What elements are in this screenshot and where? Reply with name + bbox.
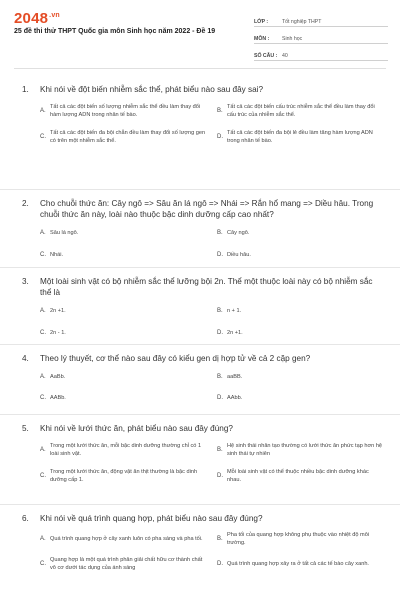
option-b[interactable] [217,307,384,315]
question-item [0,345,400,415]
question-item [0,268,400,345]
option-text: n + 1. [227,308,242,314]
question-number: 2. [22,199,29,208]
question-item [0,190,400,268]
option-letter: D. [217,134,223,140]
question-number: 1. [22,85,29,94]
document-title: 25 đề thi thử THPT Quốc gia môn Sinh học năm 2022 - Đề 19 [14,28,216,35]
option-c[interactable] [40,468,207,484]
option-text: AABb. [50,395,66,401]
options [22,531,384,572]
option-text: Quá trình quang hợp ở cây xanh luôn có pha sáng và pha tối. [50,536,203,542]
option-letter: A. [40,108,46,114]
question-number: 3. [22,277,29,286]
option-letter: B. [217,308,223,314]
option-text: Trong một lưới thức ăn, mỗi bậc dinh dưỡng thường chỉ có 1 loài sinh vật. [50,443,202,457]
option-letter: A. [40,447,46,453]
options [22,373,384,402]
options [22,229,384,259]
option-a[interactable] [40,442,207,458]
option-letter: C. [40,330,46,336]
option-text: 2n +1. [227,330,243,336]
option-text: Hệ sinh thái nhân tạo thường có lưới thức ăn phức tạp hơn hệ sinh thái tự nhiên [227,443,383,457]
option-b[interactable] [217,373,384,381]
option-text: Quang hợp là một quá trình phân giải chất hữu cơ thành chất vô cơ dưới tác dụng của ánh sáng [50,557,203,571]
option-a[interactable] [40,531,207,547]
option-text: Sâu lá ngô. [50,230,79,236]
meta-value: Tốt nghiệp THPT [282,19,322,25]
options [22,103,384,145]
question-text: Khi nói về đột biến nhiễm sắc thể, phát biểu nào sau đây sai? [40,85,264,94]
question-item [0,415,400,505]
divider [14,68,386,69]
meta-label: SỐ CÂU : [254,53,278,59]
meta-info [254,14,388,65]
option-text: Tất cả các đột biến cấu trúc nhiễm sắc thể đều làm thay đổi cấu trúc của nhiễm sắc thể. [227,104,375,118]
question-header [22,84,384,95]
option-letter: B. [217,374,223,380]
question-number: 6. [22,514,29,523]
option-text: Nhái. [50,252,64,258]
option-letter: C. [40,561,46,567]
question-item [0,78,400,190]
option-b[interactable] [217,531,384,547]
question-list [0,78,400,600]
option-text: Pha tối của quang hợp không phụ thuộc vào nhiệt độ môi trường. [227,532,370,546]
question-header [22,353,384,364]
question-number: 5. [22,424,29,433]
option-d[interactable] [217,468,384,484]
meta-value: Sinh học [282,36,303,42]
option-letter: C. [40,252,46,258]
meta-value: 40 [282,53,288,59]
option-text: Cây ngô. [227,230,250,236]
option-c[interactable] [40,329,207,337]
option-text: 2n - 1. [50,330,66,336]
options [22,307,384,337]
option-text: aaBB. [227,374,243,380]
option-text: Mỗi loài sinh vật có thể thuộc nhiều bậc dinh dưỡng khác nhau. [227,469,369,483]
header [0,0,400,62]
option-c[interactable] [40,129,207,145]
option-d[interactable] [217,329,384,337]
question-item [0,505,400,600]
option-letter: A. [40,308,46,314]
option-a[interactable] [40,103,207,119]
option-letter: C. [40,473,46,479]
meta-row-question-count [254,48,388,61]
option-letter: D. [217,330,223,336]
question-text: Một loài sinh vật có bộ nhiễm sắc thể lưỡng bội 2n. Thể một thuộc loài này có bộ nhiễm sắc thể là [40,277,373,297]
option-letter: D. [217,473,223,479]
meta-row-subject [254,31,388,44]
option-d[interactable] [217,251,384,259]
question-text: Theo lý thuyết, cơ thể nào sau đây có kiểu gen dị hợp tử về cả 2 cặp gen? [40,354,311,363]
option-text: Trong một lưới thức ăn, động vật ăn thịt thường là bậc dinh dưỡng cấp 1. [50,469,198,483]
question-text: Khi nói về lưới thức ăn, phát biểu nào sau đây đúng? [40,424,233,433]
option-a[interactable] [40,307,207,315]
question-header [22,513,384,524]
question-text: Cho chuỗi thức ăn: Cây ngô => Sâu ăn lá ngô => Nhái => Rắn hổ mang => Diều hâu. Trong chuỗi thức ăn này, loài nào thuộc bậc dinh dưỡng cấp cao nhất? [40,199,374,219]
question-number: 4. [22,354,29,363]
option-letter: D. [217,252,223,258]
option-letter: A. [40,536,46,542]
option-text: AaBb. [50,374,66,380]
option-text: Tất cả các đột biến đa bội lẻ đều làm tăng hàm lượng ADN trong nhân tế bào. [227,130,373,144]
question-header [22,198,384,220]
option-c[interactable] [40,394,207,402]
option-b[interactable] [217,229,384,237]
options [22,442,384,484]
option-letter: C. [40,395,46,401]
option-a[interactable] [40,373,207,381]
option-d[interactable] [217,556,384,572]
option-text: AAbb. [227,395,243,401]
option-letter: D. [217,395,223,401]
option-letter: B. [217,447,223,453]
meta-row-class [254,14,388,27]
question-text: Khi nói về quá trình quang hợp, phát biểu nào sau đây đúng? [40,514,263,523]
option-text: Tất cả các đột biến đa bội chẵn đều làm thay đổi số lượng gen có trên một nhiễm sắc thể. [50,130,206,144]
option-letter: D. [217,561,223,567]
option-b[interactable] [217,442,384,458]
meta-label: LỚP : [254,19,269,25]
question-header [22,276,384,298]
option-c[interactable] [40,556,207,572]
option-d[interactable] [217,394,384,402]
option-text: 2n +1. [50,308,66,314]
logo-suffix: .vn [49,12,60,19]
option-letter: B. [217,108,223,114]
option-letter: B. [217,536,223,542]
option-text: Tất cả các đột biến số lượng nhiễm sắc thể đều làm thay đổi hàm lượng ADN trong nhân tế bào. [50,104,201,118]
option-letter: A. [40,374,46,380]
option-text: Diều hâu. [227,252,251,258]
meta-label: MÔN : [254,36,270,42]
logo-text: 2048 [14,10,49,27]
option-letter: C. [40,134,46,140]
option-c[interactable] [40,251,207,259]
option-a[interactable] [40,229,207,237]
question-header [22,423,384,434]
option-letter: A. [40,230,46,236]
option-text: Quá trình quang hợp xảy ra ở tất cả các tế bào cây xanh. [227,561,369,567]
option-b[interactable] [217,103,384,119]
option-d[interactable] [217,129,384,145]
option-letter: B. [217,230,223,236]
